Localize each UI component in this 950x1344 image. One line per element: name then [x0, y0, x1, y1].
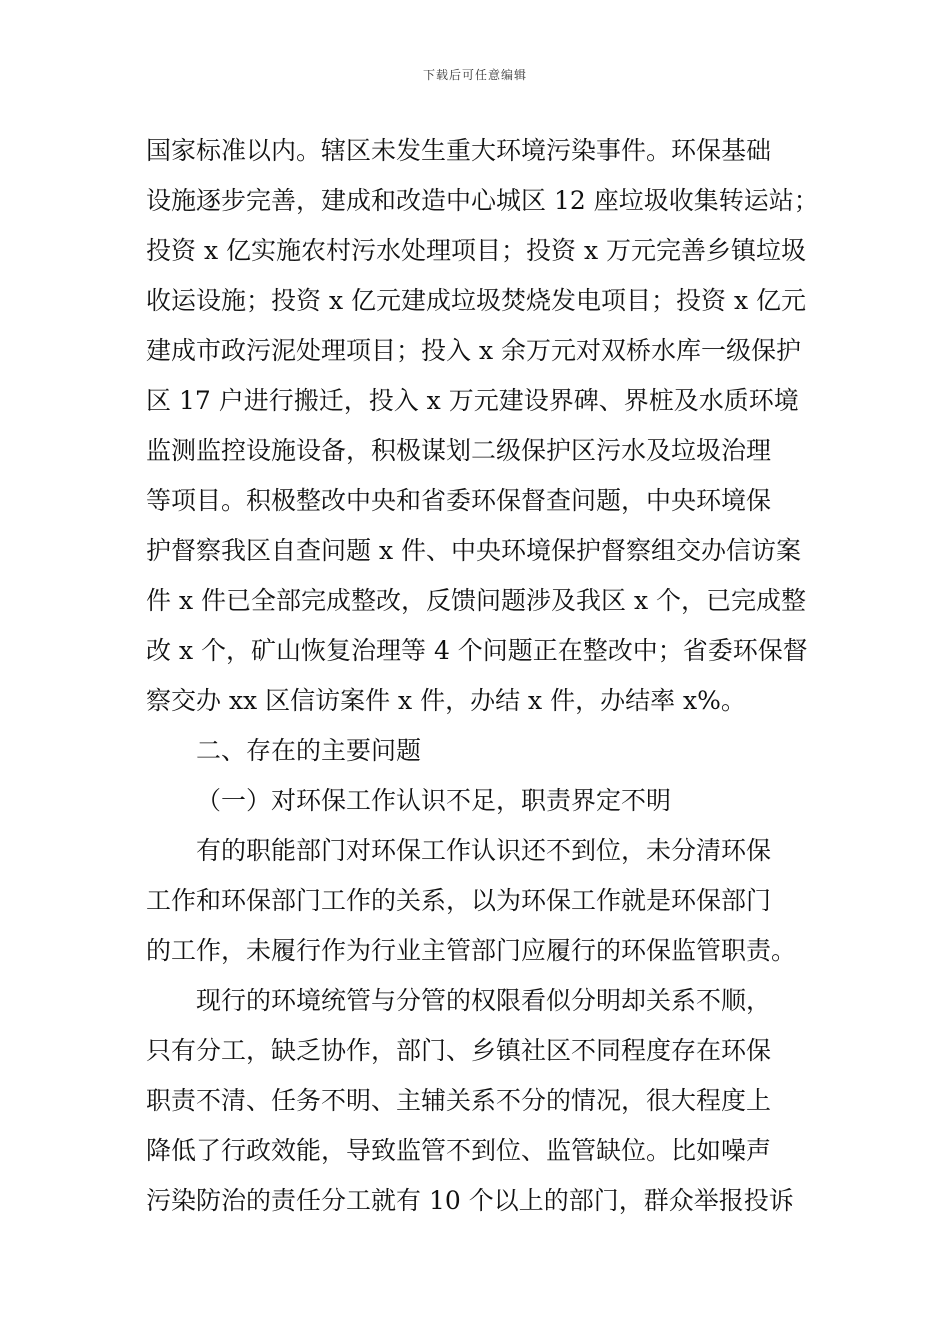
body-line-18: 现行的环境统管与分管的权限看似分明却关系不顺， [196, 986, 772, 1015]
body-line-11: 改 x 个，矿山恢复治理等 4 个问题正在整改中；省委环保督 [146, 636, 808, 665]
body-line-21: 降低了行政效能，导致监管不到位、监管缺位。比如噪声 [146, 1136, 772, 1165]
body-line-6: 区 17 户进行搬迁，投入 x 万元建设界碑、界桩及水质环境 [146, 386, 799, 415]
body-line-7: 监测监控设施设备，积极谋划二级保护区污水及垃圾治理 [146, 436, 772, 465]
body-line-17: 的工作，未履行作为行业主管部门应履行的环保监管职责。 [146, 936, 797, 965]
body-line-15: 有的职能部门对环保工作认识还不到位，未分清环保 [196, 836, 772, 865]
body-line-2: 设施逐步完善，建成和改造中心城区 12 座垃圾收集转运站； [146, 186, 819, 215]
body-line-5: 建成市政污泥处理项目；投入 x 余万元对双桥水库一级保护 [146, 336, 801, 365]
section-heading: 二、存在的主要问题 [196, 736, 422, 765]
body-line-1: 国家标准以内。辖区未发生重大环境污染事件。环保基础 [146, 136, 772, 165]
body-line-4: 收运设施；投资 x 亿元建成垃圾焚烧发电项目；投资 x 亿元 [146, 286, 806, 315]
body-line-3: 投资 x 亿实施农村污水处理项目；投资 x 万元完善乡镇垃圾 [146, 236, 806, 265]
body-line-16: 工作和环保部门工作的关系，以为环保工作就是环保部门 [146, 886, 772, 915]
body-line-8: 等项目。积极整改中央和省委环保督查问题，中央环境保 [146, 486, 772, 515]
body-line-20: 职责不清、任务不明、主辅关系不分的情况，很大程度上 [146, 1086, 772, 1115]
body-line-9: 护督察我区自查问题 x 件、中央环境保护督察组交办信访案 [146, 536, 801, 565]
body-line-22: 污染防治的责任分工就有 10 个以上的部门，群众举报投诉 [146, 1186, 794, 1215]
body-line-12: 察交办 xx 区信访案件 x 件，办结 x 件，办结率 x%。 [146, 686, 746, 715]
body-line-10: 件 x 件已全部完成整改，反馈问题涉及我区 x 个，已完成整 [146, 586, 806, 615]
body-line-19: 只有分工，缺乏协作，部门、乡镇社区不同程度存在环保 [146, 1036, 772, 1065]
page-header: 下载后可任意编辑 [422, 68, 527, 82]
subsection-heading: （一）对环保工作认识不足，职责界定不明 [196, 786, 672, 815]
